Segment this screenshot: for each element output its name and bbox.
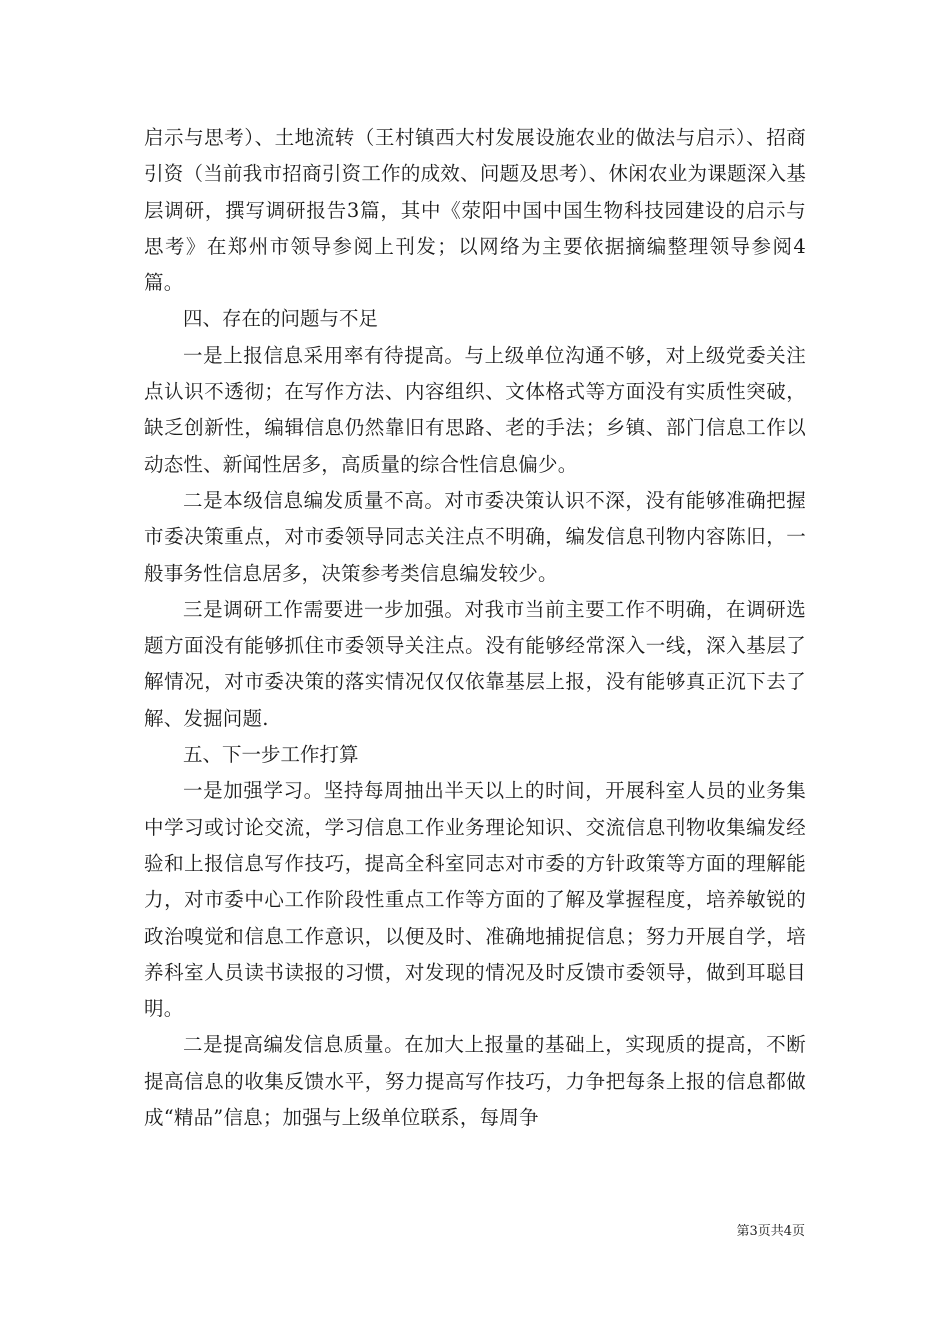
paragraph-plan-1: 一是加强学习。坚持每周抽出半天以上的时间，开展科室人员的业务集中学习或讨论交流，学习信息工作业务理论知识、交流信息刊物收集编发经验和上报信息写作技巧，提高全科室同志对市委的方针政策等方面的理解能力，对市委中心工作阶段性重点工作等方面的了解及掌握程度，培养敏锐的政治嗅觉和信息工作意识，以便及时、准确地捕捉信息；努力开展自学，培养科室人员读书读报的习惯，对发现的情况及时反馈市委领导，做到耳聪目明。 [144, 779, 806, 1021]
section-heading-next-steps: 五、下一步工作打算 [183, 743, 359, 767]
page-number-footer: 第3页共4页 [736, 1224, 805, 1239]
paragraph-problem-3: 三是调研工作需要进一步加强。对我市当前主要工作不明确，在调研选题方面没有能够抓住市委领导关注点。没有能够经常深入一线，深入基层了解情况，对市委决策的落实情况仅仅依靠基层上报，没有能够真正沉下去了解、发掘问题. [144, 597, 806, 730]
section-heading-problems: 四、存在的问题与不足 [183, 307, 379, 331]
document-body [144, 120, 806, 1136]
paragraph-plan-2: 二是提高编发信息质量。在加大上报量的基础上，实现质的提高，不断提高信息的收集反馈水平，努力提高写作技巧，力争把每条上报的信息都做成“精品”信息；加强与上级单位联系，每周争 [144, 1033, 806, 1130]
paragraph-problem-2: 二是本级信息编发质量不高。对市委决策认识不深，没有能够准确把握市委决策重点，对市委领导同志关注点不明确，编发信息刊物内容陈旧，一般事务性信息居多，决策参考类信息编发较少。 [144, 488, 806, 585]
paragraph-continuation: 启示与思考）、土地流转（王村镇西大村发展设施农业的做法与启示）、招商引资（当前我市招商引资工作的成效、问题及思考）、休闲农业为课题深入基层调研，撰写调研报告3篇，其中《荥阳中国中国生物科技园建设的启示与思考》在郑州市领导参阅上刊发；以网络为主要依据摘编整理领导参阅4篇。 [144, 126, 806, 295]
paragraph-problem-1: 一是上报信息采用率有待提高。与上级单位沟通不够，对上级党委关注点认识不透彻；在写作方法、内容组织、文体格式等方面没有实质性突破，缺乏创新性，编辑信息仍然靠旧有思路、老的手法；乡镇、部门信息工作以动态性、新闻性居多，高质量的综合性信息偏少。 [144, 343, 806, 476]
